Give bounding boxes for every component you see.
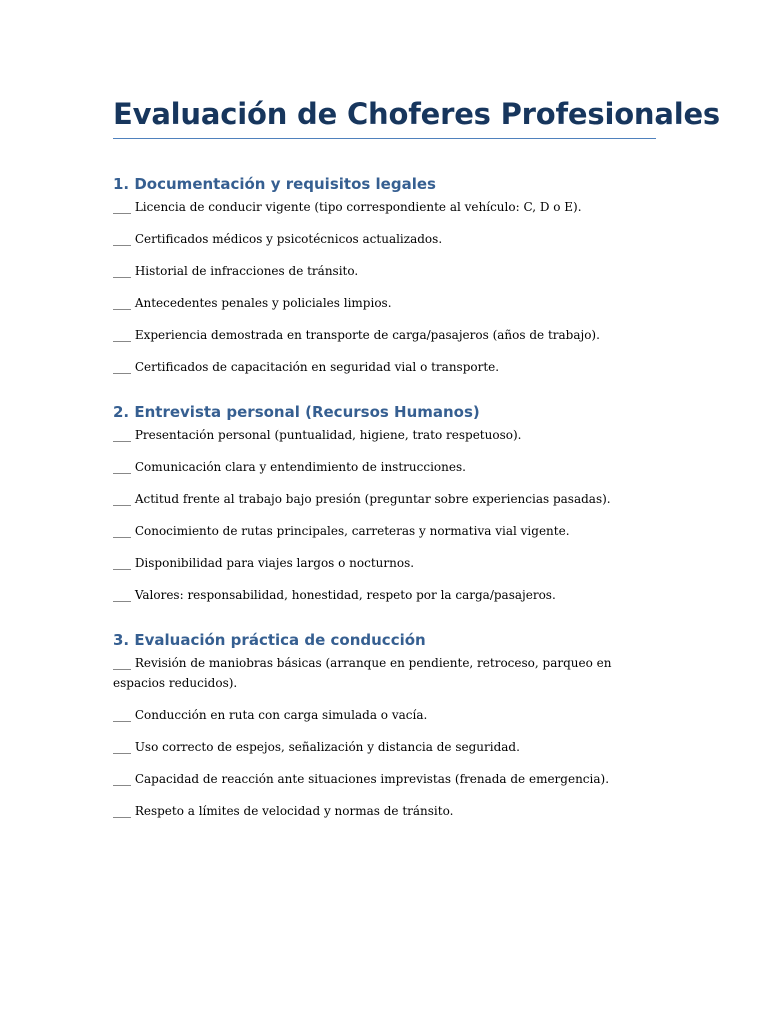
checklist-item: ___ Experiencia demostrada en transporte de carga/pasajeros (años de trabajo). [113,328,600,342]
page-title: Evaluación de Choferes Profesionales [113,92,656,139]
section-heading: 3. Evaluación práctica de conducción [113,631,426,649]
checklist-item: ___ Capacidad de reacción ante situaciones imprevistas (frenada de emergencia). [113,772,610,786]
checklist-item: ___ Actitud frente al trabajo bajo presión (preguntar sobre experiencias pasadas). [113,492,611,506]
section-heading: 1. Documentación y requisitos legales [113,175,436,193]
checklist-item: ___ Uso correcto de espejos, señalización y distancia de seguridad. [113,740,520,754]
checklist-item: ___ Valores: responsabilidad, honestidad, respeto por la carga/pasajeros. [113,588,556,602]
section-interview [113,401,656,605]
section-documentation [113,173,656,377]
checklist-item: ___ Conocimiento de rutas principales, carreteras y normativa vial vigente. [113,524,570,538]
checklist-item: ___ Licencia de conducir vigente (tipo correspondiente al vehículo: C, D o E). [113,200,582,214]
checklist-item: ___ Comunicación clara y entendimiento de instrucciones. [113,460,466,474]
checklist-item: ___ Antecedentes penales y policiales limpios. [113,296,392,310]
checklist-item: ___ Historial de infracciones de tránsito. [113,264,359,278]
document-page [113,92,720,845]
checklist-item: ___ Disponibilidad para viajes largos o nocturnos. [113,556,415,570]
checklist-item: ___ Presentación personal (puntualidad, higiene, trato respetuoso). [113,428,522,442]
checklist-item: ___ Certificados médicos y psicotécnicos actualizados. [113,232,443,246]
section-driving-test [113,629,656,821]
section-heading: 2. Entrevista personal (Recursos Humanos) [113,403,480,421]
checklist-item: ___ Certificados de capacitación en seguridad vial o transporte. [113,360,500,374]
checklist-item: ___ Conducción en ruta con carga simulada o vacía. [113,708,428,722]
checklist-item: ___ Respeto a límites de velocidad y normas de tránsito. [113,804,454,818]
checklist-item: ___ Revisión de maniobras básicas (arranque en pendiente, retroceso, parqueo en espacios reducidos). [113,656,612,690]
